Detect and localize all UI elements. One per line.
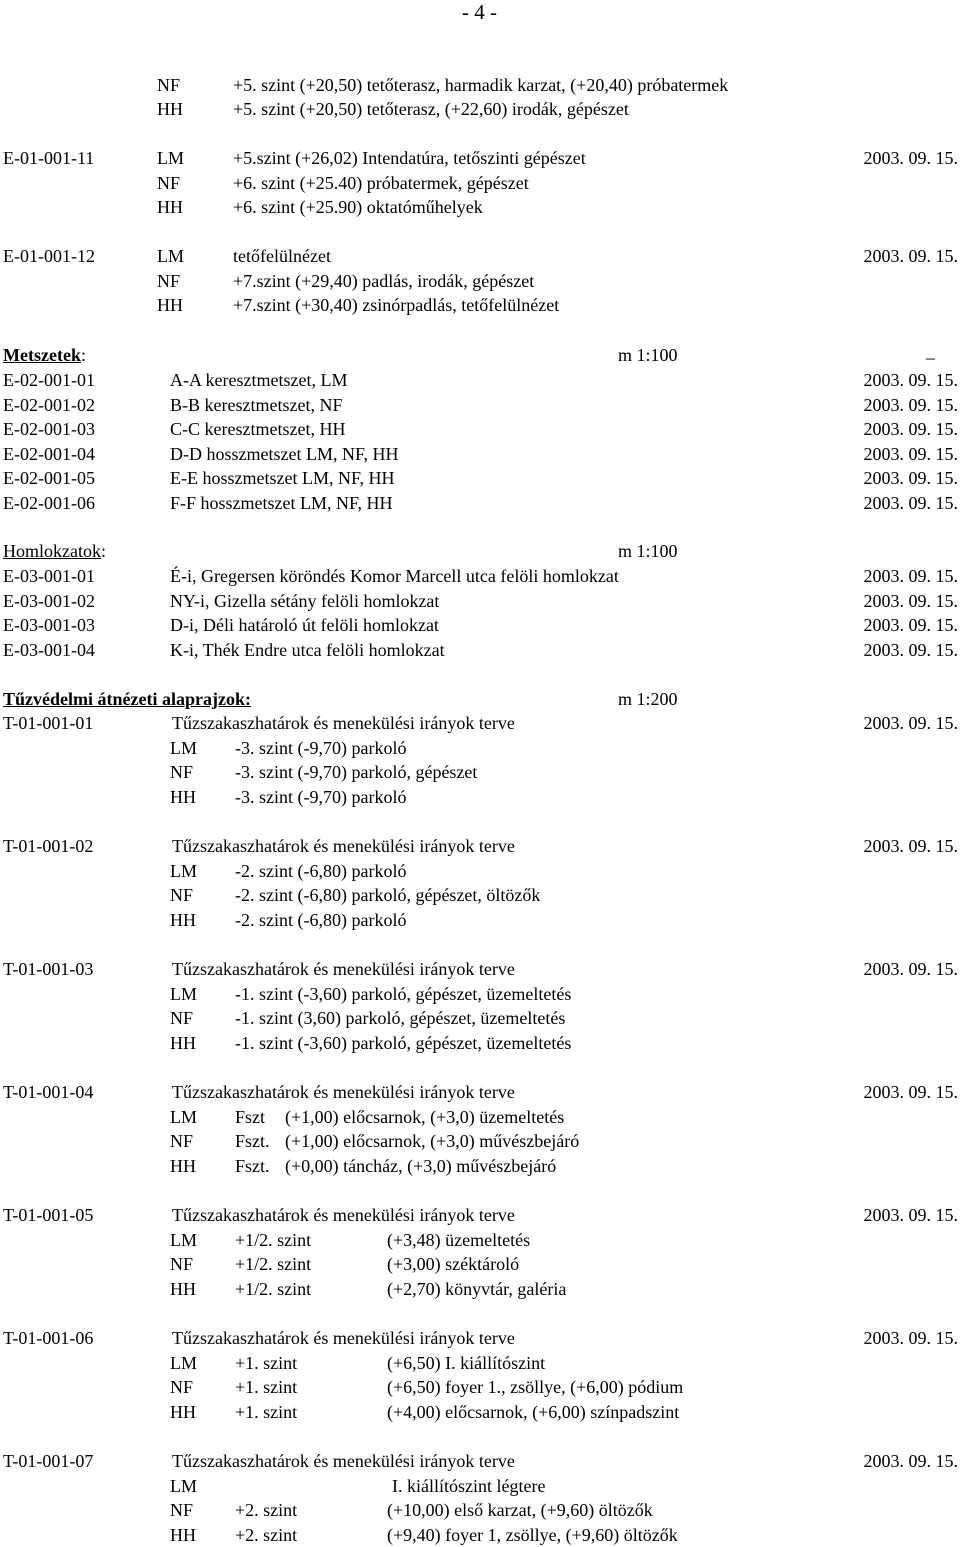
sheet-date: 2003. 09. 15. <box>863 148 958 168</box>
sheet-description: F-F hosszmetszet LM, NF, HH <box>170 493 393 513</box>
sheet-title: Tűzszakaszhatárok és menekülési irányok terve <box>172 1205 515 1225</box>
building-code: NF <box>170 1254 194 1275</box>
building-code: HH <box>170 1032 196 1053</box>
sheet-id: E-02-001-05 <box>3 468 95 489</box>
level-label: Fszt. <box>235 1155 270 1176</box>
sheet-description: D-D hosszmetszet LM, NF, HH <box>170 443 399 464</box>
heading-text: Homlokzatok <box>3 541 101 561</box>
sheet-date: 2003. 09. 15. <box>863 615 958 636</box>
sheet-id: E-03-001-02 <box>3 590 95 611</box>
level-label: +1. szint <box>235 1377 298 1398</box>
building-code: HH <box>157 99 183 119</box>
building-code: LM <box>170 1229 197 1250</box>
scale-label: m 1:100 <box>618 345 678 365</box>
sheet-description: A-A keresztmetszet, LM <box>170 370 348 390</box>
sheet-description: +5. szint (+20,50) tetőterasz, (+22,60) irodák, gépészet <box>233 99 629 119</box>
sheet-date: 2003. 09. 15. <box>863 394 958 415</box>
sheet-description: (+4,00) előcsarnok, (+6,00) színpadszint <box>387 1401 680 1422</box>
level-label: Fszt <box>235 1106 266 1127</box>
sheet-id: E-03-001-04 <box>3 639 95 660</box>
sheet-date: 2003. 09. 15. <box>863 468 958 489</box>
level-label: +1. szint <box>235 1352 298 1373</box>
section-heading-homlokzatok <box>3 542 106 560</box>
sheet-description: tetőfelülnézet <box>233 246 331 266</box>
sheet-description: +6. szint (+25.40) próbatermek, gépészet <box>233 173 529 193</box>
sheet-description: B-B keresztmetszet, NF <box>170 394 343 415</box>
sheet-date: 2003. 09. 15. <box>863 566 958 586</box>
sheet-description: (+1,00) előcsarnok, (+3,0) üzemeltetés <box>285 1106 565 1127</box>
sheet-date: 2003. 09. 15. <box>863 443 958 464</box>
sheet-description: E-E hosszmetszet LM, NF, HH <box>170 468 395 489</box>
sheet-date: 2003. 09. 15. <box>863 1082 958 1102</box>
sheet-title: Tűzszakaszhatárok és menekülési irányok terve <box>172 1451 515 1471</box>
sheet-id: T-01-001-04 <box>3 1082 94 1102</box>
sheet-title: Tűzszakaszhatárok és menekülési irányok terve <box>172 713 515 733</box>
building-code: HH <box>170 786 196 807</box>
sheet-description: +5.szint (+26,02) Intendatúra, tetőszinti gépészet <box>233 148 586 168</box>
sheet-description: +6. szint (+25.90) oktatóműhelyek <box>233 197 483 217</box>
sheet-description: (+9,40) foyer 1, zsöllye, (+9,60) öltözők <box>387 1524 678 1545</box>
sheet-id: T-01-001-03 <box>3 959 94 979</box>
building-code: LM <box>157 148 184 168</box>
sheet-description: I. kiállítószint légtere <box>392 1475 546 1496</box>
building-code: NF <box>170 885 194 906</box>
building-code: NF <box>170 1377 194 1398</box>
sheet-description: (+6,50) I. kiállítószint <box>387 1352 546 1373</box>
sheet-date: 2003. 09. 15. <box>863 493 958 513</box>
sheet-date: 2003. 09. 15. <box>863 370 958 390</box>
sheet-description: -2. szint (-6,80) parkoló <box>235 860 407 881</box>
sheet-id: E-03-001-03 <box>3 615 95 636</box>
sheet-id: T-01-001-01 <box>3 713 94 733</box>
sheet-id: T-01-001-06 <box>3 1328 94 1348</box>
sheet-id: E-01-001-12 <box>3 246 95 266</box>
building-code: LM <box>170 1475 197 1496</box>
sheet-description: +7.szint (+30,40) zsinórpadlás, tetőfelülnézet <box>233 295 560 315</box>
scale-label: m 1:100 <box>618 541 678 561</box>
building-code: NF <box>170 762 194 783</box>
sheet-description: (+10,00) első karzat, (+9,60) öltözők <box>387 1500 653 1521</box>
sheet-description: (+0,00) táncház, (+3,0) művészbejáró <box>285 1155 557 1176</box>
building-code: HH <box>157 295 183 315</box>
building-code: HH <box>170 1524 196 1545</box>
sheet-id: E-03-001-01 <box>3 566 95 586</box>
sheet-description: -2. szint (-6,80) parkoló, gépészet, öltözők <box>235 885 541 906</box>
heading-text: Metszetek <box>3 345 81 365</box>
building-code: LM <box>170 737 197 758</box>
sheet-date: 2003. 09. 15. <box>863 419 958 440</box>
sheet-description: K-i, Thék Endre utca felöli homlokzat <box>170 639 445 660</box>
sheet-description: (+2,70) könyvtár, galéria <box>387 1278 567 1299</box>
building-code: NF <box>170 1500 194 1521</box>
sheet-description: (+3,48) üzemeltetés <box>387 1229 531 1250</box>
building-code: LM <box>157 246 184 266</box>
level-label: +1/2. szint <box>235 1229 312 1250</box>
sheet-id: E-02-001-03 <box>3 419 95 440</box>
sheet-date: 2003. 09. 15. <box>863 1451 958 1471</box>
level-label: +1. szint <box>235 1401 298 1422</box>
level-label: +1/2. szint <box>235 1254 312 1275</box>
building-code: NF <box>170 1131 194 1152</box>
sheet-description: -3. szint (-9,70) parkoló, gépészet <box>235 762 478 783</box>
sheet-description: C-C keresztmetszet, HH <box>170 419 346 440</box>
sheet-description: +7.szint (+29,40) padlás, irodák, gépészet <box>233 271 535 291</box>
building-code: HH <box>170 1278 196 1299</box>
sheet-description: (+3,00) széktároló <box>387 1254 520 1275</box>
building-code: NF <box>157 173 181 193</box>
level-label: +2. szint <box>235 1500 298 1521</box>
building-code: LM <box>170 1352 197 1373</box>
page-number: - 4 - <box>462 0 497 24</box>
building-code: HH <box>170 1401 196 1422</box>
building-code: HH <box>170 909 196 930</box>
building-code: LM <box>170 983 197 1004</box>
sheet-description: NY-i, Gizella sétány felöli homlokzat <box>170 590 440 611</box>
building-code: HH <box>157 197 183 217</box>
sheet-id: T-01-001-07 <box>3 1451 94 1471</box>
sheet-date: 2003. 09. 15. <box>863 959 958 979</box>
sheet-date: 2003. 09. 15. <box>863 836 958 856</box>
sheet-id: E-02-001-04 <box>3 443 95 464</box>
section-heading-tuzvedelmi: Tűzvédelmi átnézeti alaprajzok: <box>3 689 251 709</box>
section-heading-metszetek <box>3 346 86 364</box>
sheet-description: (+1,00) előcsarnok, (+3,0) művészbejáró <box>285 1131 580 1152</box>
scale-label: m 1:200 <box>618 689 678 709</box>
sheet-id: E-02-001-02 <box>3 394 95 415</box>
building-code: NF <box>157 75 181 95</box>
sheet-title: Tűzszakaszhatárok és menekülési irányok terve <box>172 1328 515 1348</box>
sheet-title: Tűzszakaszhatárok és menekülési irányok terve <box>172 836 515 856</box>
sheet-description: -1. szint (3,60) parkoló, gépészet, üzemeltetés <box>235 1008 566 1029</box>
sheet-description: -2. szint (-6,80) parkoló <box>235 909 407 930</box>
sheet-description: +5. szint (+20,50) tetőterasz, harmadik karzat, (+20,40) próbatermek <box>233 75 729 95</box>
level-label: +1/2. szint <box>235 1278 312 1299</box>
sheet-id: E-01-001-11 <box>3 148 95 168</box>
building-code: NF <box>157 271 181 291</box>
sheet-id: T-01-001-02 <box>3 836 94 856</box>
sheet-date: 2003. 09. 15. <box>863 639 958 660</box>
sheet-description: -1. szint (-3,60) parkoló, gépészet, üzemeltetés <box>235 1032 572 1053</box>
building-code: LM <box>170 1106 197 1127</box>
sheet-title: Tűzszakaszhatárok és menekülési irányok terve <box>172 1082 515 1102</box>
sheet-id: E-02-001-06 <box>3 493 95 513</box>
sheet-id: E-02-001-01 <box>3 370 95 390</box>
sheet-description: -1. szint (-3,60) parkoló, gépészet, üzemeltetés <box>235 983 572 1004</box>
level-label: Fszt. <box>235 1131 270 1152</box>
building-code: LM <box>170 860 197 881</box>
building-code: HH <box>170 1155 196 1176</box>
heading-colon: : <box>100 541 106 561</box>
level-label: +2. szint <box>235 1524 298 1545</box>
dash-mark: _ <box>926 341 935 361</box>
sheet-id: T-01-001-05 <box>3 1205 94 1225</box>
sheet-date: 2003. 09. 15. <box>863 590 958 611</box>
sheet-description: D-i, Déli határoló út felöli homlokzat <box>170 615 439 636</box>
sheet-description: -3. szint (-9,70) parkoló <box>235 786 407 807</box>
sheet-description: (+6,50) foyer 1., zsöllye, (+6,00) pódium <box>387 1377 684 1398</box>
sheet-description: É-i, Gregersen köröndés Komor Marcell utca felöli homlokzat <box>170 566 619 586</box>
building-code: NF <box>170 1008 194 1029</box>
sheet-date: 2003. 09. 15. <box>863 246 958 266</box>
sheet-date: 2003. 09. 15. <box>863 1205 958 1225</box>
sheet-date: 2003. 09. 15. <box>863 713 958 733</box>
sheet-date: 2003. 09. 15. <box>863 1328 958 1348</box>
heading-colon: : <box>80 345 86 365</box>
sheet-description: -3. szint (-9,70) parkoló <box>235 737 407 758</box>
sheet-title: Tűzszakaszhatárok és menekülési irányok terve <box>172 959 515 979</box>
